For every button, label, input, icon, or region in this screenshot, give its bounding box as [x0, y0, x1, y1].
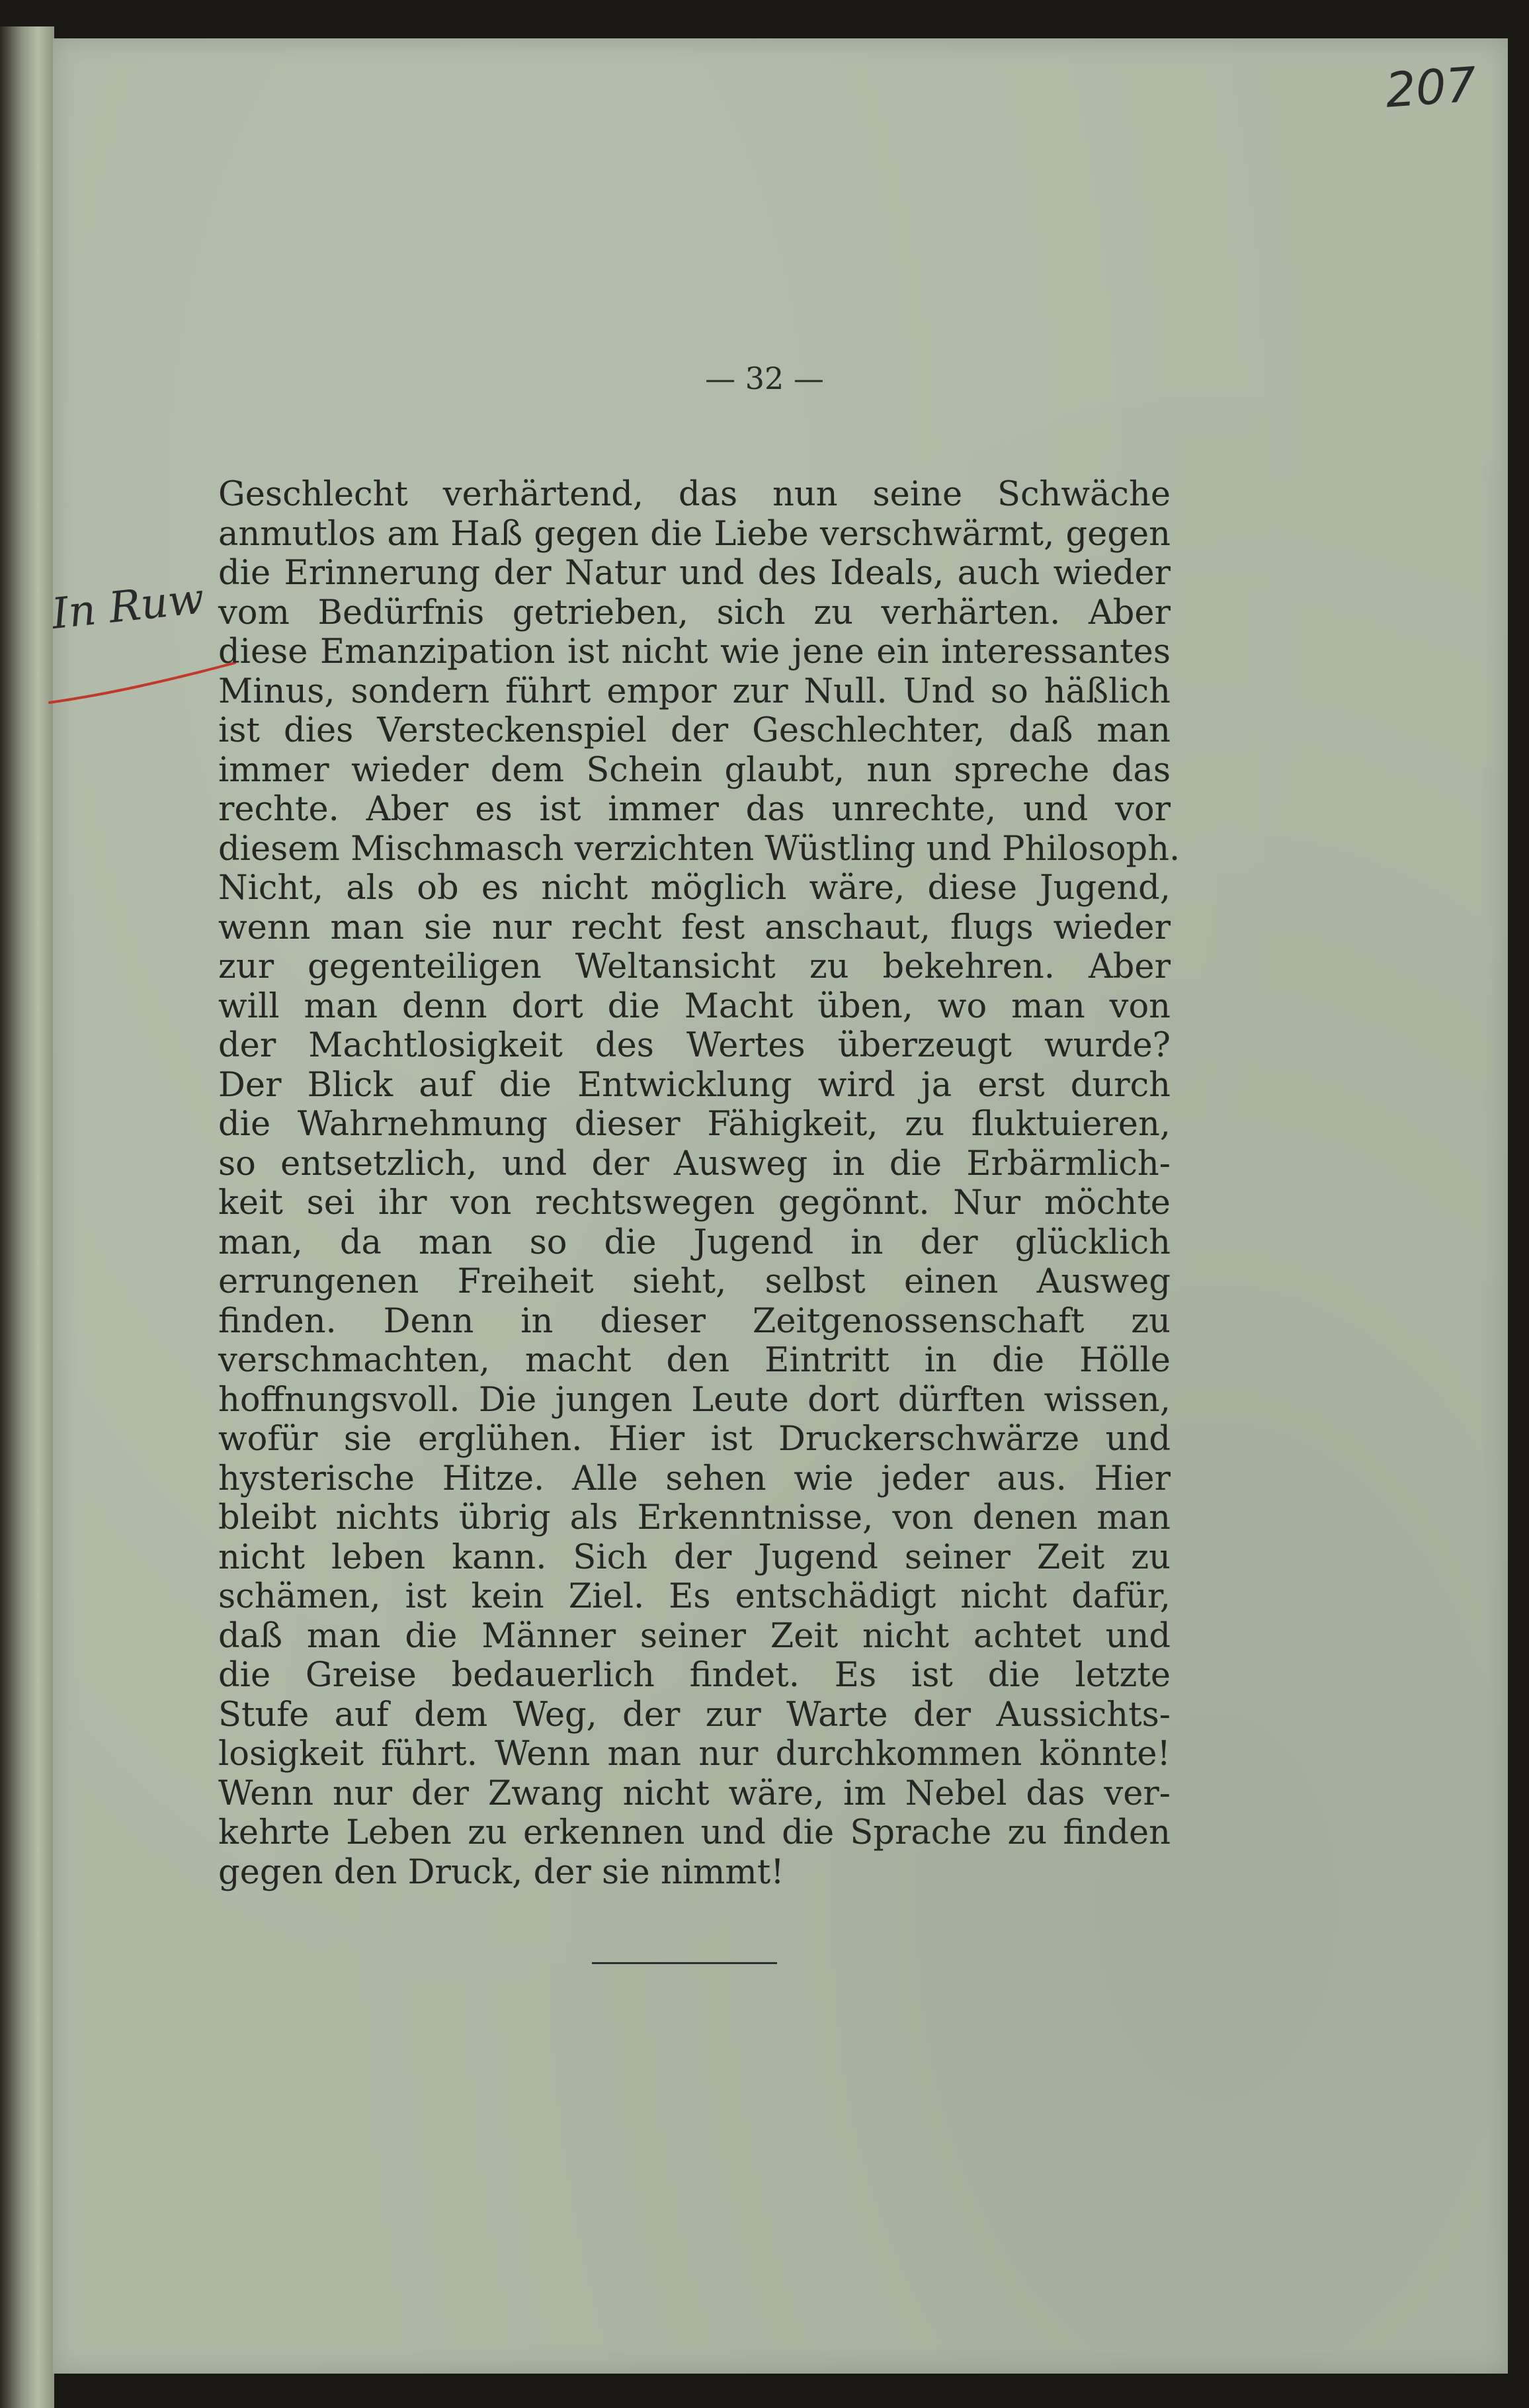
text-line: schämen, ist kein Ziel. Es entschädigt nicht dafür,: [218, 1577, 1171, 1616]
text-line: diesem Mischmasch verzichten Wüstling und Philosoph.: [218, 829, 1180, 869]
text-line: die Greise bedauerlich findet. Es ist die letzte: [218, 1656, 1171, 1695]
text-line: wenn man sie nur recht fest anschaut, flugs wieder: [218, 908, 1171, 947]
text-line: Minus, sondern führt empor zur Null. Und so häßlich: [218, 671, 1171, 711]
text-line: die Erinnerung der Natur und des Ideals, auch wieder: [218, 554, 1171, 593]
text-line: der Machtlosigkeit des Wertes überzeugt wurde?: [218, 1026, 1171, 1065]
text-line: immer wieder dem Schein glaubt, nun spreche das: [218, 750, 1171, 790]
text-line: keit sei ihr von rechtswegen gegönnt. Nur möchte: [218, 1183, 1171, 1223]
handwritten-margin-note: In Ruw: [49, 574, 207, 639]
red-pencil-mark: [46, 655, 238, 708]
text-line: bleibt nichts übrig als Erkenntnisse, von denen man: [218, 1498, 1171, 1537]
body-text: [218, 475, 1180, 1892]
text-line: daß man die Männer seiner Zeit nicht achtet und: [218, 1616, 1171, 1656]
text-line: Stufe auf dem Weg, der zur Warte der Aussichts-: [218, 1695, 1171, 1735]
text-line: hysterische Hitze. Alle sehen wie jeder aus. Hier: [218, 1459, 1171, 1498]
text-line: hoffnungsvoll. Die jungen Leute dort dürften wissen,: [218, 1380, 1171, 1420]
text-line: vom Bedürfnis getrieben, sich zu verhärten. Aber: [218, 593, 1171, 632]
text-line: Wenn nur der Zwang nicht wäre, im Nebel das ver-: [218, 1774, 1171, 1813]
text-line: wofür sie erglühen. Hier ist Druckerschwärze und: [218, 1420, 1171, 1459]
text-line: die Wahrnehmung dieser Fähigkeit, zu fluktuieren,: [218, 1105, 1171, 1144]
text-line: rechte. Aber es ist immer das unrechte, und vor: [218, 790, 1171, 829]
page-number: — 32 —: [705, 361, 824, 396]
text-line: losigkeit führt. Wenn man nur durchkommen könnte!: [218, 1735, 1171, 1774]
text-line: kehrte Leben zu erkennen und die Sprache zu finden: [218, 1813, 1171, 1852]
text-line: Der Blick auf die Entwicklung wird ja erst durch: [218, 1065, 1171, 1105]
text-line: will man denn dort die Macht üben, wo man von: [218, 986, 1171, 1026]
handwritten-folio: 207: [1384, 56, 1479, 118]
text-line: ist dies Versteckenspiel der Geschlechter, daß man: [218, 711, 1171, 750]
text-line: so entsetzlich, und der Ausweg in die Erbärmlich-: [218, 1144, 1171, 1183]
text-line: diese Emanzipation ist nicht wie jene ein interessantes: [218, 632, 1171, 671]
text-line: verschmachten, macht den Eintritt in die Hölle: [218, 1341, 1171, 1380]
text-line: nicht leben kann. Sich der Jugend seiner Zeit zu: [218, 1537, 1171, 1577]
text-line: finden. Denn in dieser Zeitgenossenschaft zu: [218, 1301, 1171, 1341]
end-rule: [592, 1962, 777, 1964]
text-line: Nicht, als ob es nicht möglich wäre, diese Jugend,: [218, 869, 1171, 908]
text-line: errungenen Freiheit sieht, selbst einen Ausweg: [218, 1262, 1171, 1301]
text-line: gegen den Druck, der sie nimmt!: [218, 1852, 784, 1892]
text-line: anmutlos am Haß gegen die Liebe verschwärmt, gegen: [218, 514, 1171, 554]
text-line: Geschlecht verhärtend, das nun seine Schwäche: [218, 475, 1171, 514]
text-line: man, da man so die Jugend in der glücklich: [218, 1223, 1171, 1262]
text-line: zur gegenteiligen Weltansicht zu bekehren. Aber: [218, 947, 1171, 986]
